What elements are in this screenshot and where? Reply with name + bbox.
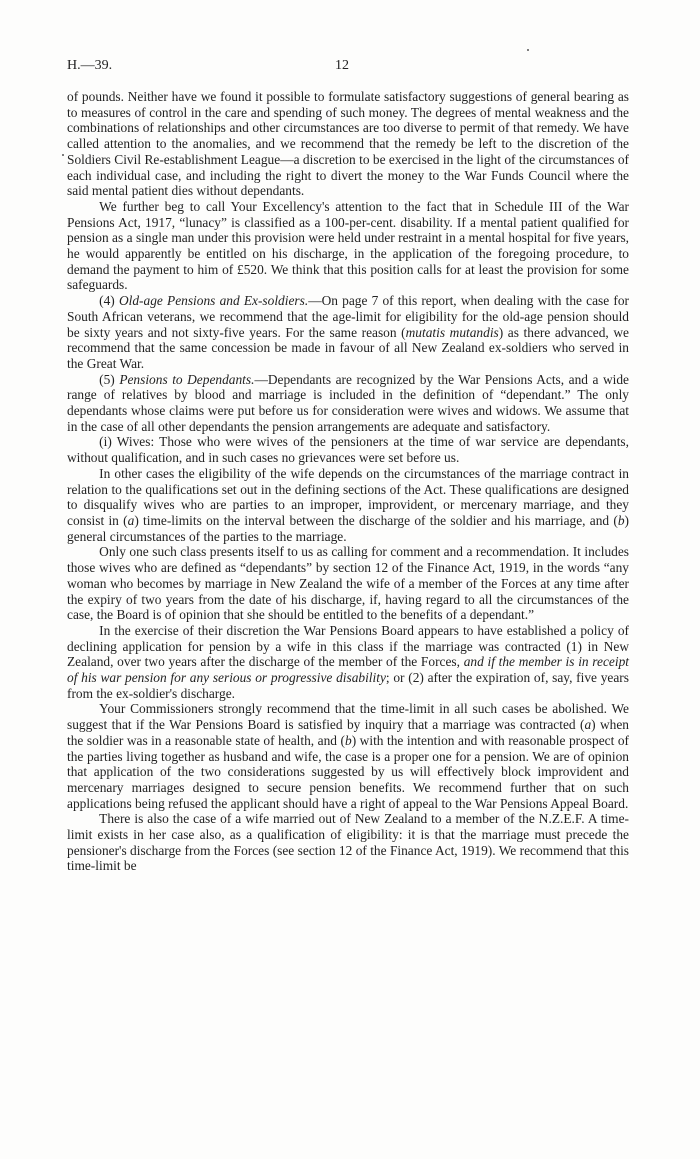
paragraph-married-abroad: There is also the case of a wife married out of New Zealand to a member of the N.Z.E.F. A time-limit exists in her case also, as a qualification of eligibility: it is that the marriage must precede the pensioner's discharge from the Forces (see section 12 of the Finance Act, 1919). We recommend that this time-limit be xyxy=(67,811,629,874)
paragraph-wives: (i) Wives: Those who were wives of the pensioners at the time of war service are dependants, without qualification, and in such cases no grievances were set before us. xyxy=(67,434,629,466)
section-heading: Old-age Pensions and Ex-soldiers. xyxy=(118,293,309,309)
paragraph-one-class: Only one such class presents itself to us as calling for comment and a recommendation. It includes those wives who are defined as “dependants” by section 12 of the Finance Act, 1919, in the words “any woman who becomes by marriage in New Zealand the wife of a member of the Forces at any time after the expiry of two years from the date of his discharge, if, having regard to all the circumstances of the case, the Board is of opinion that she should be entitled to the benefits of a dependant.” xyxy=(67,544,629,623)
paragraph-old-age-pensions: (4) Old-age Pensions and Ex-soldiers.—On page 7 of this report, when dealing with the case for South African veterans, we recommend that the age-limit for eligibility for the old-age pension should be sixty years and not sixty-five years. For the same reason (mutatis mutandis) as there advanced, we recommend that the same concession be made in favour of all New Zealand ex-soldiers who served in the Great War. xyxy=(67,293,630,371)
document-reference: H.—39. xyxy=(67,58,113,73)
page-header xyxy=(67,58,627,78)
body-text xyxy=(67,89,629,874)
paragraph-board-discretion: In the exercise of their discretion the War Pensions Board appears to have established a policy of declining application for pension by a wife in this class if the marriage was contracted (1) in New Zealand, over two years after the discharge of the member of the Forces, and if the member is in receipt of his war pension for any serious or progressive disability; or (2) after the expiration of, say, five years from the ex-soldier's discharge. xyxy=(67,622,629,701)
section-heading: Pensions to Dependants. xyxy=(119,371,255,387)
paragraph-eligibility: In other cases the eligibility of the wife depends on the circumstances of the marriage contract in relation to the qualifications set out in the defining sections of the Act. These qualifications are designed to disqualify wives who are parties to an improper, improvident, or mercenary marriage, and they consist in (a) time-limits on the interval between the discharge of the soldier and his marriage, and (b) general circumstances of the parties to the marriage. xyxy=(67,465,629,544)
paragraph-1: of pounds. Neither have we found it possible to formulate satisfactory suggestions of general bearing as to measures of control in the care and spending of such money. The degrees of mental weakness and the combinations of relationships and other circumstances are too diverse to permit of that remedy. We have called attention to the anomalies, and we recommend that the remedy be left to the discretion of the Soldiers Civil Re-establishment League—a discretion to be exercised in the light of the circumstances of each individual case, and including the right to divert the money to the War Funds Council where the said mental patient dies without dependants. xyxy=(67,89,629,199)
print-speck xyxy=(527,49,529,51)
paragraph-recommendation: Your Commissioners strongly recommend that the time-limit in all such cases be abolished. We suggest that if the War Pensions Board is satisfied by inquiry that a marriage was contracted (a) when the soldier was in a reasonable state of health, and (b) with the intention and with reasonable prospect of the parties living together as husband and wife, the case is a proper one for a pension. We are of opinion that application of the two considerations suggested by us will effectively block improvident and mercenary marriages designed to secure pension benefits. We recommend further that on such applications being refused the applicant should have a right of appeal to the War Pensions Appeal Board. xyxy=(67,701,629,811)
print-speck xyxy=(62,154,64,156)
paragraph-2: We further beg to call Your Excellency's attention to the fact that in Schedule III of the War Pensions Act, 1917, “lunacy” is classified as a 100-per-cent. disability. If a mental patient qualified for pension as a single man under this provision were held under restraint in a mental hospital for five years, he would apparently be entitled on his discharge, in the application of the foregoing procedure, to demand the payment to him of £520. We think that this position calls for at least the provision for some safeguards. xyxy=(67,198,629,293)
page-number: 12 xyxy=(335,58,349,73)
paragraph-pensions-to-dependants: (5) Pensions to Dependants.—Dependants are recognized by the War Pensions Acts, and a wide range of relatives by blood and marriage is included in the definition of “dependant.” The only dependants whose claims were put before us for consideration were wives and widows. We assume that in the case of all other dependants the pension arrangements are adequate and satisfactory. xyxy=(67,371,629,434)
